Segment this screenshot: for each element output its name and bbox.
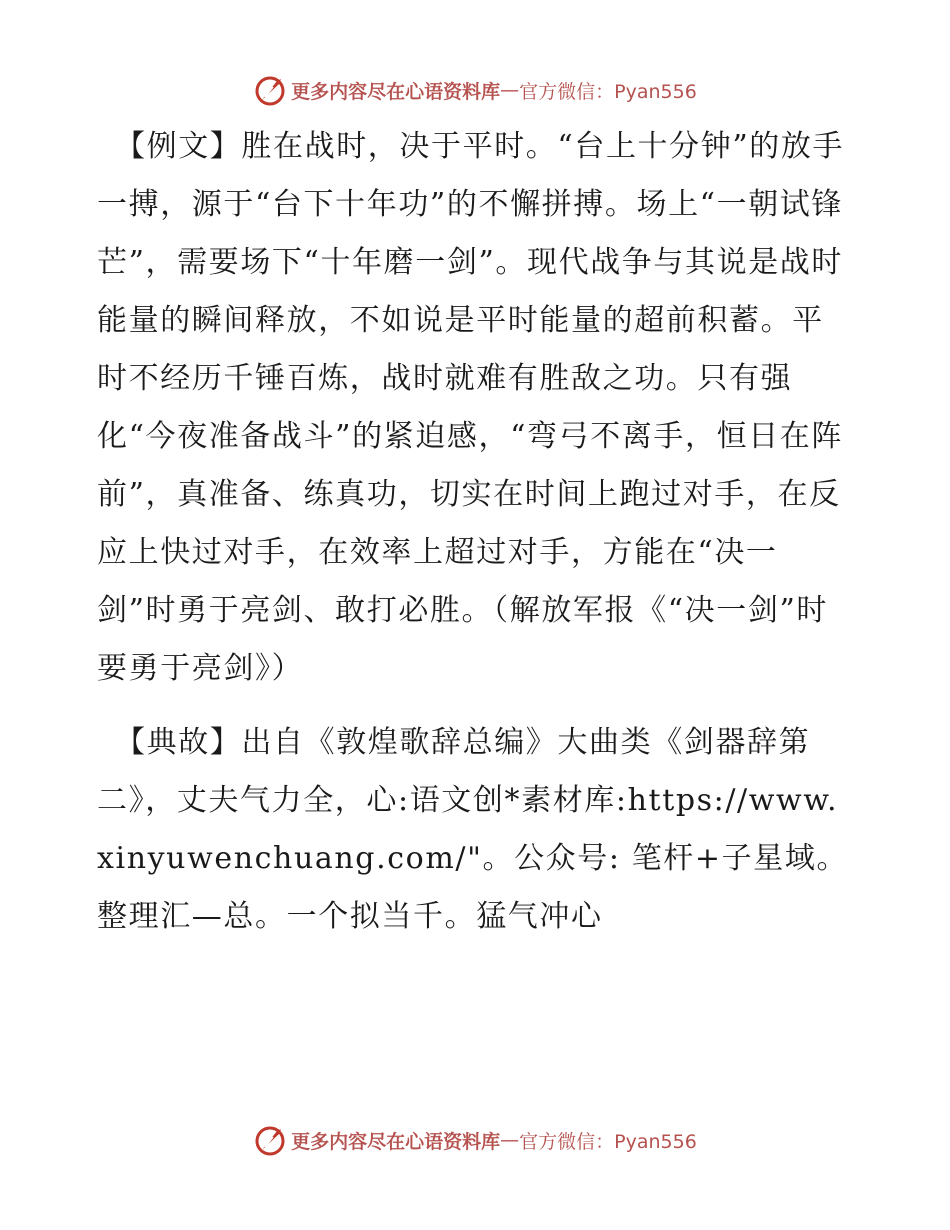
allusion-text: 出自《敦煌歌辞总编》大曲类《剑器辞第二》，丈夫气力全，心:语文创*素材库:https://www.xinyuwenchuang.com/"。公众号: 笔杆+子星域。整理汇—总。一个拟当千。猛气冲心 [97,725,849,934]
allusion-paragraph [97,714,853,946]
example-text: 胜在战时，决于平时。“台上十分钟”的放手一搏，源于“台下十年功”的不懈拼搏。场上“一朝试锋芒”，需要场下“十年磨一剑”。现代战争与其说是战时能量的瞬间释放，不如说是平时能量的超前积蓄。平时不经历千锤百炼，战时就难有胜敌之功。只有强化“今夜准备战斗”的紧迫感，“弯弓不离手，恒日在阵前”，真准备、练真功，切实在时间上跑过对手，在反应上快过对手，在效率上超过对手，方能在“决一剑”时勇于亮剑、敢打必胜。（解放军报《“决一剑”时要勇于亮剑》） [97,129,845,686]
quill-pen-logo-icon [253,73,287,107]
watermark-account: 官方微信：Pyan556 [519,1130,697,1153]
article-body [97,118,853,946]
watermark-dash: — [500,79,520,101]
quill-pen-logo-icon [253,1123,287,1157]
watermark-account: 官方微信：Pyan556 [519,80,697,103]
watermark-slogan: 更多内容尽在心语资料库 [291,80,501,103]
example-tag: 【例文】 [115,129,242,164]
watermark-dash: — [500,1129,520,1151]
footer-watermark [0,1120,950,1160]
example-paragraph [97,118,853,698]
watermark-slogan: 更多内容尽在心语资料库 [291,1130,501,1153]
allusion-tag: 【典故】 [115,725,242,760]
header-watermark [0,70,950,110]
